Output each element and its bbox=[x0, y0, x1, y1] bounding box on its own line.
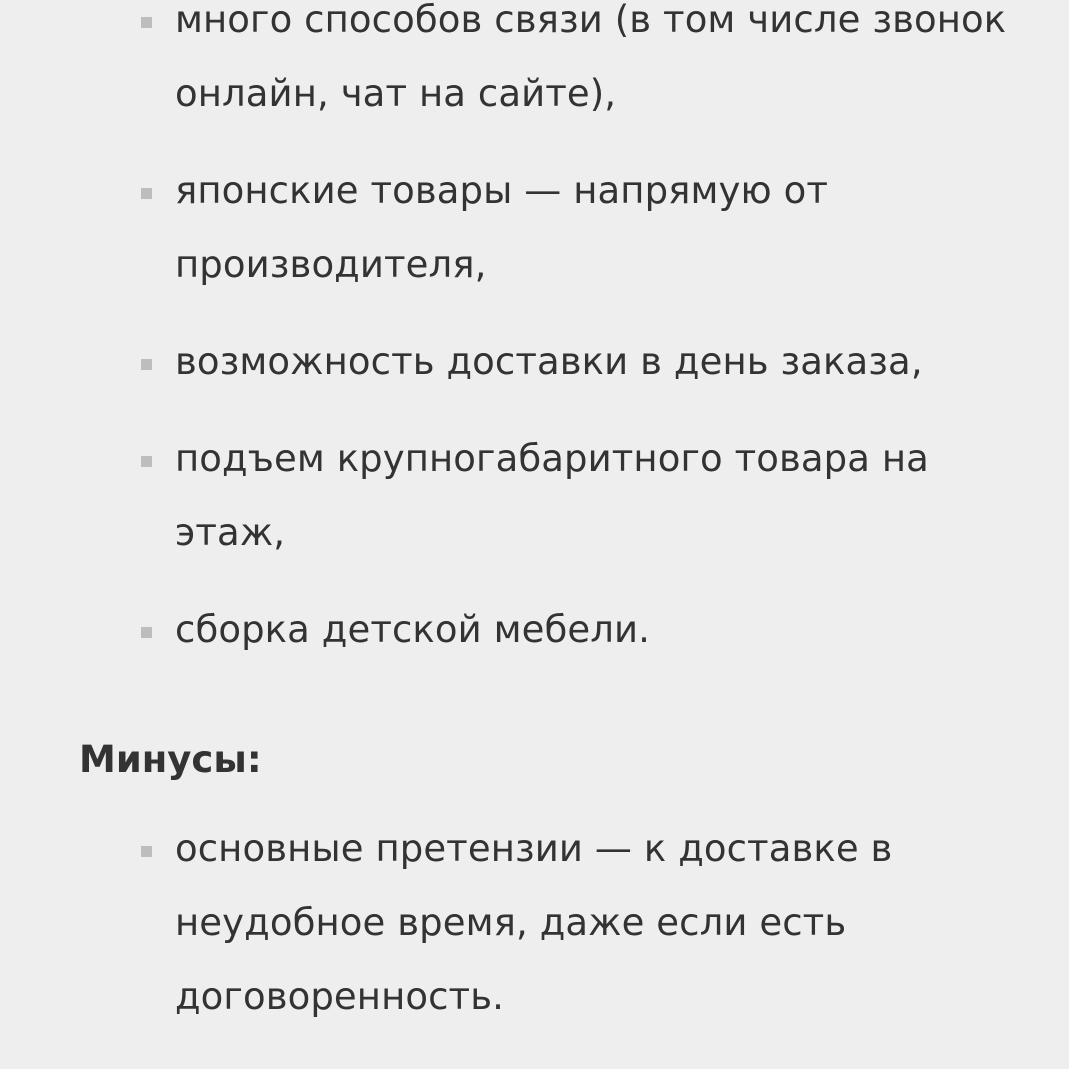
bullet-square-icon bbox=[141, 17, 152, 28]
list-item-text: основные претензии — к доставке в неудобное время, даже если есть договоренность. bbox=[175, 827, 893, 1018]
bullet-square-icon bbox=[141, 359, 152, 370]
list-item-text: подъем крупногабаритного товара на этаж, bbox=[175, 437, 929, 554]
cons-heading: Минусы: bbox=[79, 738, 262, 781]
list-item-text: много способов связи (в том числе звонок онлайн, чат на сайте), bbox=[175, 0, 1007, 115]
bullet-square-icon bbox=[141, 456, 152, 467]
bullet-square-icon bbox=[141, 846, 152, 857]
bullet-square-icon bbox=[141, 627, 152, 638]
list-item-text: японские товары — напрямую от производителя, bbox=[175, 169, 829, 286]
list-item-text: возможность доставки в день заказа, bbox=[175, 340, 923, 383]
list-item-text: сборка детской мебели. bbox=[175, 608, 651, 651]
bullet-square-icon bbox=[141, 188, 152, 199]
